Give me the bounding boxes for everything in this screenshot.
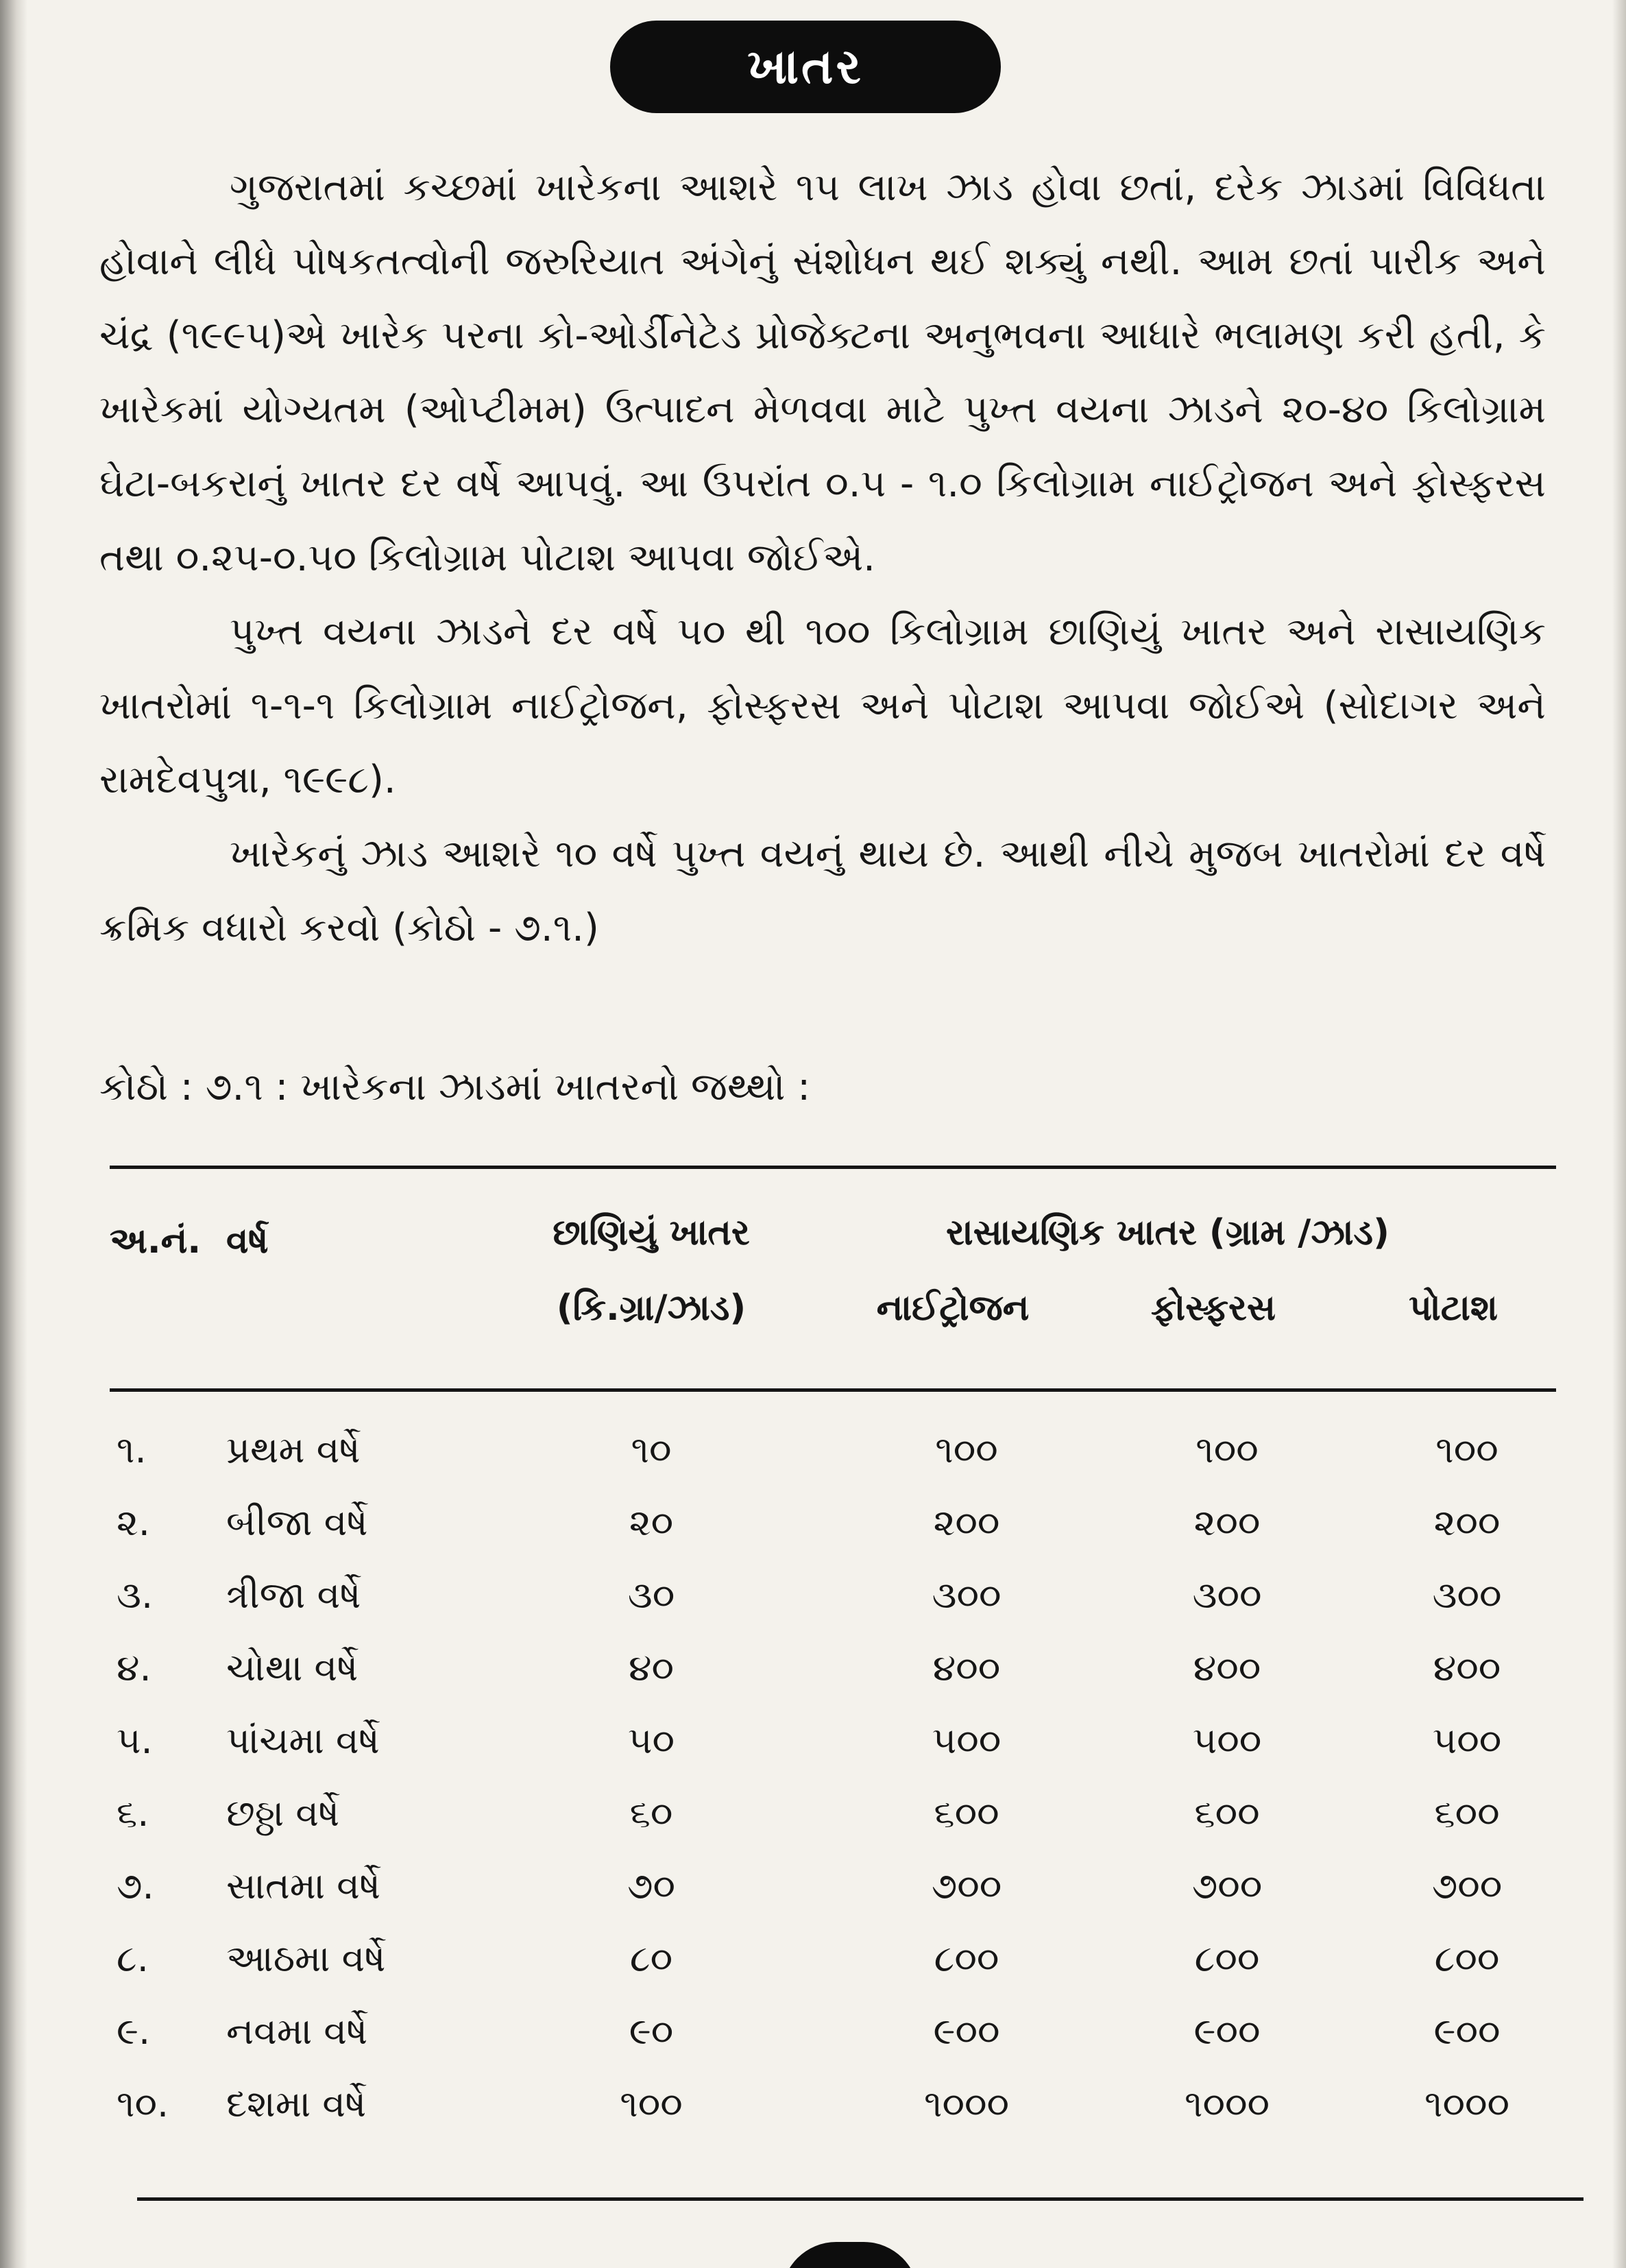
table-row: [110, 2070, 1556, 2143]
cell-potash: ૮૦૦: [1434, 1937, 1500, 1980]
cell-manure: ૧૦: [631, 1428, 672, 1471]
table-row: [110, 1706, 1556, 1779]
section-title-pill: [610, 21, 1001, 113]
page-edge-shadow: [0, 0, 27, 2268]
body-text: [99, 151, 1546, 965]
table-row: [110, 1634, 1556, 1706]
cell-manure: ૧૦૦: [620, 2082, 683, 2125]
section-title: ખાતર: [747, 38, 864, 95]
cell-nitrogen: ૨૦૦: [933, 1501, 1000, 1544]
header-chemical-fertilizer: રાસાયણિક ખાતર (ગ્રામ /ઝાડ): [946, 1212, 1390, 1253]
cell-phosphorus: ૯૦૦: [1193, 2010, 1261, 2053]
header-manure: છાણિયું ખાતર: [553, 1212, 750, 1253]
cell-serial-no: ૪.: [117, 1646, 151, 1689]
page-edge-shadow-right: [1612, 0, 1626, 2268]
cell-manure: ૩૦: [627, 1573, 675, 1617]
cell-potash: ૭૦૦: [1431, 1864, 1503, 1907]
table-caption: કોઠો : ૭.૧ : ખારેકના ઝાડમાં ખાતરનો જથ્થો :: [99, 1065, 811, 1109]
cell-nitrogen: ૯૦૦: [933, 2010, 1000, 2053]
cell-serial-no: ૧.: [117, 1428, 147, 1471]
cell-serial-no: ૨.: [117, 1501, 150, 1544]
cell-potash: ૧૦૦: [1435, 1428, 1498, 1471]
cell-nitrogen: ૧૦૦: [935, 1428, 998, 1471]
cell-year: આઠમા વર્ષે: [226, 1937, 386, 1980]
cell-nitrogen: ૬૦૦: [934, 1792, 999, 1835]
cell-nitrogen: ૩૦૦: [932, 1573, 1002, 1617]
paragraph-2: પુખ્ત વયના ઝાડને દર વર્ષે ૫૦ થી ૧૦૦ કિલોગ્રામ છાણિયું ખાતર અને રાસાયણિક ખાતરોમાં ૧-૧-૧ કિલોગ્રામ નાઈટ્રોજન, ફોસ્ફરસ અને પોટાશ આપવા જોઈએ (સોદાગર અને રામદેવપુત્રા, ૧૯૯૮).: [99, 610, 1546, 802]
cell-year: સાતમા વર્ષે: [226, 1864, 381, 1907]
header-serial-no: અ.નં.: [110, 1220, 202, 1262]
cell-year: દશમા વર્ષે: [226, 2082, 367, 2125]
paragraph-3: ખારેકનું ઝાડ આશરે ૧૦ વર્ષે પુખ્ત વયનું થાય છે. આથી નીચે મુજબ ખાતરોમાં દર વર્ષે ક્રમિક વધારો કરવો (કોઠો - ૭.૧.): [99, 832, 1546, 950]
cell-potash: ૨૦૦: [1433, 1501, 1501, 1544]
cell-phosphorus: ૪૦૦: [1193, 1646, 1261, 1689]
cell-serial-no: ૭.: [117, 1864, 154, 1907]
cell-nitrogen: ૪૦૦: [932, 1646, 1001, 1689]
cell-phosphorus: ૩૦૦: [1192, 1573, 1262, 1617]
cell-manure: ૫૦: [628, 1719, 675, 1762]
cell-phosphorus: ૭૦૦: [1191, 1864, 1263, 1907]
table-row: [110, 1561, 1556, 1634]
cell-serial-no: ૧૦.: [117, 2082, 169, 2125]
cell-year: નવમા વર્ષે: [226, 2010, 368, 2053]
cell-serial-no: ૬.: [117, 1792, 149, 1835]
cell-potash: ૧૦૦૦: [1424, 2082, 1509, 2125]
cell-potash: ૯૦૦: [1433, 2010, 1501, 2053]
table-top-rule: [110, 1166, 1556, 1169]
cell-manure: ૪૦: [629, 1646, 674, 1689]
table-header-rule: [110, 1388, 1556, 1392]
table-row: [110, 1852, 1556, 1925]
cell-phosphorus: ૨૦૦: [1193, 1501, 1261, 1544]
table-row: [110, 1997, 1556, 2070]
cell-potash: ૬૦૦: [1434, 1792, 1500, 1835]
cell-serial-no: ૫.: [117, 1719, 153, 1762]
cell-potash: ૫૦૦: [1432, 1719, 1502, 1762]
paragraph-1: ગુજરાતમાં કચ્છમાં ખારેકના આશરે ૧૫ લાખ ઝાડ હોવા છતાં, દરેક ઝાડમાં વિવિધતા હોવાને લીધે પોષકતત્વોની જરુરિયાત અંગેનું સંશોધન થઈ શક્યું નથી. આમ છતાં પારીક અને ચંદ્ર (૧૯૯૫)એ ખારેક પરના કો-ઓર્ડીનેટેડ પ્રોજેક્ટના અનુભવના આધારે ભલામણ કરી હતી, કે ખારેકમાં યોગ્યતમ (ઓપ્ટીમમ) ઉત્પાદન મેળવવા માટે પુખ્ત વયના ઝાડને ૨૦-૪૦ કિલોગ્રામ ઘેટા-બકરાનું ખાતર દર વર્ષે આપવું. આ ઉપરાંત ૦.૫ - ૧.૦ કિલોગ્રામ નાઈટ્રોજન અને ફોસ્ફરસ તથા ૦.૨૫-૦.૫૦ કિલોગ્રામ પોટાશ આપવા જોઈએ.: [99, 165, 1546, 580]
cell-phosphorus: ૬૦૦: [1194, 1792, 1260, 1835]
cell-manure: ૭૦: [627, 1864, 676, 1907]
cell-year: ચોથા વર્ષે: [226, 1646, 359, 1689]
cell-nitrogen: ૧૦૦૦: [924, 2082, 1009, 2125]
cell-phosphorus: ૮૦૦: [1194, 1937, 1260, 1980]
header-manure-unit: (કિ.ગ્રા/ઝાડ): [556, 1288, 747, 1329]
cell-serial-no: ૯.: [117, 2010, 151, 2053]
cell-manure: ૬૦: [629, 1792, 673, 1835]
table-bottom-rule: [137, 2197, 1583, 2201]
cell-manure: ૮૦: [629, 1937, 673, 1980]
cell-manure: ૨૦: [629, 1501, 674, 1544]
header-potash: પોટાશ: [1409, 1288, 1498, 1329]
table-body: [110, 1416, 1556, 2143]
table-row: [110, 1925, 1556, 1997]
cell-year: છઠ્ઠા વર્ષે: [226, 1792, 340, 1835]
header-nitrogen: નાઈટ્રોજન: [876, 1288, 1030, 1329]
table-row: [110, 1488, 1556, 1561]
cell-year: બીજા વર્ષે: [226, 1501, 368, 1544]
cell-year: ત્રીજા વર્ષે: [226, 1573, 361, 1617]
cell-serial-no: ૩.: [117, 1573, 154, 1617]
header-year: વર્ષ: [226, 1220, 269, 1262]
cell-potash: ૩૦૦: [1432, 1573, 1502, 1617]
cell-phosphorus: ૧૦૦: [1196, 1428, 1259, 1471]
cell-potash: ૪૦૦: [1433, 1646, 1501, 1689]
cell-nitrogen: ૭૦૦: [931, 1864, 1002, 1907]
cell-year: પ્રથમ વર્ષે: [226, 1428, 361, 1471]
header-phosphorus: ફોસ્ફરસ: [1150, 1288, 1276, 1329]
cell-manure: ૯૦: [629, 2010, 674, 2053]
page-number-tab: [781, 2242, 919, 2268]
cell-phosphorus: ૫૦૦: [1192, 1719, 1262, 1762]
cell-nitrogen: ૫૦૦: [932, 1719, 1002, 1762]
cell-nitrogen: ૮૦૦: [934, 1937, 999, 1980]
cell-phosphorus: ૧૦૦૦: [1185, 2082, 1270, 2125]
cell-serial-no: ૮.: [117, 1937, 149, 1980]
table-row: [110, 1779, 1556, 1852]
cell-year: પાંચમા વર્ષે: [226, 1719, 380, 1762]
table-row: [110, 1416, 1556, 1488]
